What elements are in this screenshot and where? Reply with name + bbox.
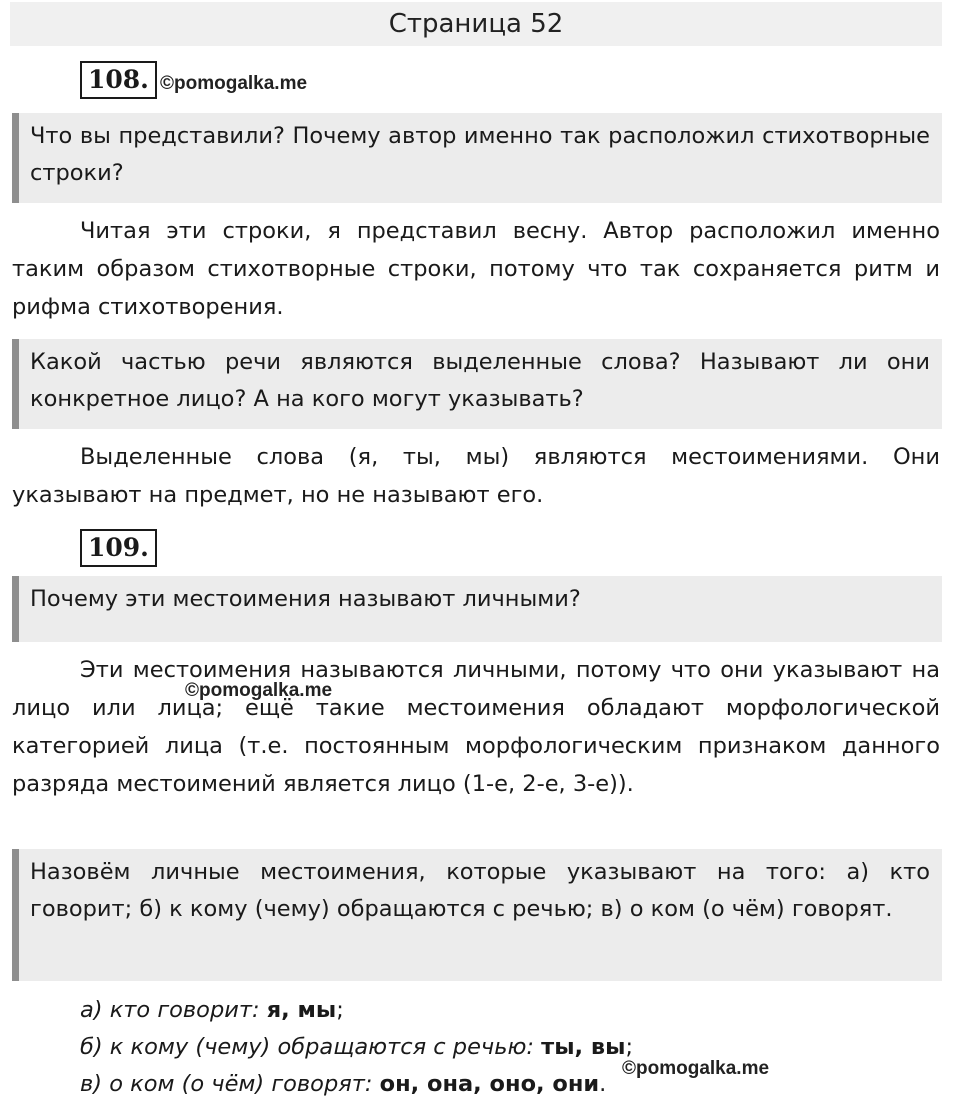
list-item-answer: он, она, оно, они: [379, 1071, 600, 1097]
list-item: [80, 992, 940, 1029]
list-item-prompt: б) к кому (чему) обращаются с речью:: [80, 1034, 542, 1060]
page-title: Страница 52: [388, 9, 564, 39]
list-item: [80, 1066, 940, 1103]
watermark: ©pomogalka.me: [160, 73, 308, 94]
answer-list: [80, 992, 940, 1103]
question-block: Что вы представили? Почему автор именно так расположил стихотворные строки?: [12, 113, 942, 203]
list-item: [80, 1029, 940, 1066]
list-item-end: .: [599, 1071, 607, 1097]
exercise-number: 109.: [80, 529, 157, 567]
list-item-end: ;: [625, 1034, 634, 1060]
question-block: Какой частью речи являются выделенные слова? Называют ли они конкретное лицо? А на кого могут указывать?: [12, 339, 942, 429]
list-item-prompt: а) кто говорит:: [80, 997, 267, 1023]
question-block: Почему эти местоимения называют личными?: [12, 576, 942, 642]
list-item-end: ;: [336, 997, 344, 1023]
watermark: ©pomogalka.me: [185, 680, 333, 701]
answer-paragraph: Читая эти строки, я представил весну. Автор расположил именно таким образом стихотворные строки, потому что так сохраняется ритм и рифма стихотворения.: [12, 218, 940, 320]
page-header: [10, 2, 942, 46]
answer-paragraph: Выделенные слова (я, ты, мы) являются местоимениями. Они указывают на предмет, но не называют его.: [12, 444, 940, 508]
answer-paragraph: Эти местоимения называются личными, потому что они указывают на лицо или лица; ещё такие местоимения обладают морфологической категорией лица (т.е. постоянным морфологическим признаком данного разряда местоимений является лицо (1-е, 2-е, 3-е)).: [12, 657, 940, 797]
list-item-answer: я, мы: [266, 997, 337, 1023]
exercise-number: 108.: [80, 61, 157, 99]
list-item-answer: ты, вы: [541, 1034, 626, 1060]
question-block: Назовём личные местоимения, которые указывают на того: а) кто говорит; б) к кому (чему) обращаются с речью; в) о ком (о чём) говорят.: [12, 849, 942, 981]
list-item-prompt: в) о ком (о чём) говорят:: [80, 1071, 380, 1097]
watermark: ©pomogalka.me: [622, 1058, 770, 1079]
